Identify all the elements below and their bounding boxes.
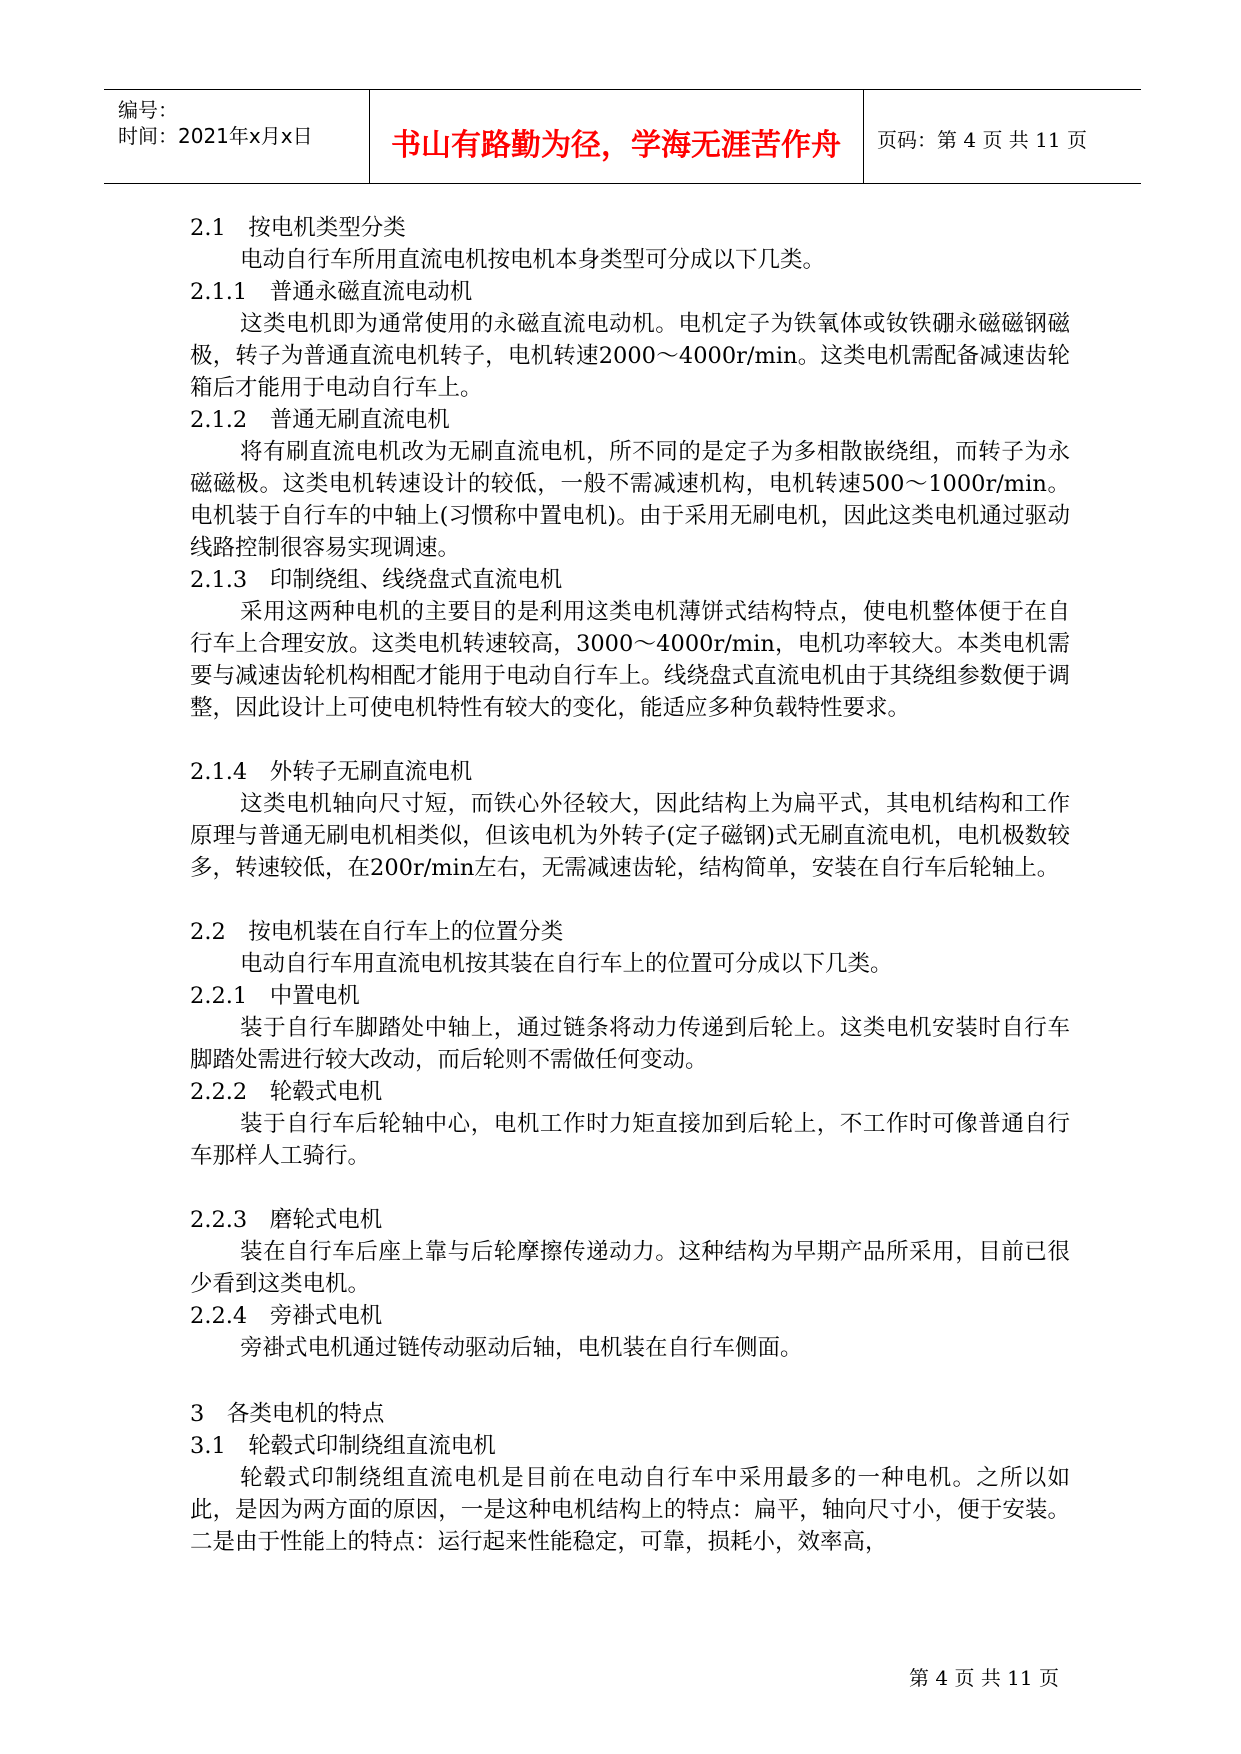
header-left-cell [104,90,370,183]
heading-2-2-4: 2.2.4 旁褂式电机 [190,1303,383,1329]
paragraph-2-1-4: 这类电机轴向尺寸短，而铁心外径较大，因此结构上为扁平式，其电机结构和工作原理与普通无刷电机相类似，但该电机为外转子(定子磁钢)式无刷直流电机，电机极数较多，转速较低，在200r/min左右，无需减速齿轮，结构简单，安装在自行车后轮轴上。 [190,791,1070,881]
heading-2-2-2: 2.2.2 轮毂式电机 [190,1079,383,1105]
document-number-label: 编号： [118,98,178,122]
paragraph-2-2-4: 旁褂式电机通过链传动驱动后轴，电机装在自行车侧面。 [240,1335,803,1361]
paragraph-2-1-3: 采用这两种电机的主要目的是利用这类电机薄饼式结构特点，使电机整体便于在自行车上合理安放。这类电机转速较高，3000～4000r/min，电机功率较大。本类电机需要与减速齿轮机构相配才能用于电动自行车上。线绕盘式直流电机由于其绕组参数便于调整，因此设计上可使电机特性有较大的变化，能适应多种负载特性要求。 [190,599,1070,721]
paragraph-2-2: 电动自行车用直流电机按其装在自行车上的位置可分成以下几类。 [240,951,893,977]
header-middle-cell [369,90,864,183]
document-time-label: 时间：2021年x月x日 [118,124,313,148]
paragraph-2-2-1: 装于自行车脚踏处中轴上，通过链条将动力传递到后轮上。这类电机安装时自行车脚踏处需进行较大改动，而后轮则不需做任何变动。 [190,1015,1070,1073]
heading-2-1: 2.1 按电机类型分类 [190,215,406,241]
page-footer: 第 4 页 共 11 页 [909,1666,1059,1690]
paragraph-3-1: 轮毂式印制绕组直流电机是目前在电动自行车中采用最多的一种电机。之所以如此，是因为两方面的原因，一是这种电机结构上的特点：扁平，轴向尺寸小，便于安装。二是由于性能上的特点：运行起来性能稳定，可靠，损耗小，效率高， [190,1465,1070,1555]
paragraph-2-1-1: 这类电机即为通常使用的永磁直流电动机。电机定子为铁氧体或钕铁硼永磁磁钢磁极，转子为普通直流电机转子，电机转速2000～4000r/min。这类电机需配备减速齿轮箱后才能用于电动自行车上。 [190,311,1070,401]
heading-2-1-3: 2.1.3 印制绕组、线绕盘式直流电机 [190,567,563,593]
header-page-label: 页码：第 4 页 共 11 页 [877,128,1087,152]
heading-2-1-1: 2.1.1 普通永磁直流电动机 [190,279,473,305]
heading-2-2-1: 2.2.1 中置电机 [190,983,360,1009]
heading-2-2: 2.2 按电机装在自行车上的位置分类 [190,919,564,945]
header-motto: 书山有路勤为径，学海无涯苦作舟 [391,128,841,163]
heading-3-1: 3.1 轮毂式印制绕组直流电机 [190,1433,496,1459]
page-header [104,89,1141,184]
heading-2-2-3: 2.2.3 磨轮式电机 [190,1207,383,1233]
paragraph-2-2-2: 装于自行车后轮轴中心，电机工作时力矩直接加到后轮上，不工作时可像普通自行车那样人工骑行。 [190,1111,1070,1169]
paragraph-2-2-3: 装在自行车后座上靠与后轮摩擦传递动力。这种结构为早期产品所采用，目前已很少看到这类电机。 [190,1239,1070,1297]
heading-2-1-2: 2.1.2 普通无刷直流电机 [190,407,450,433]
paragraph-2-1-2: 将有刷直流电机改为无刷直流电机，所不同的是定子为多相散嵌绕组，而转子为永磁磁极。这类电机转速设计的较低，一般不需减速机构，电机转速500～1000r/min。电机装于自行车的中轴上(习惯称中置电机)。由于采用无刷电机，因此这类电机通过驱动线路控制很容易实现调速。 [190,439,1070,561]
heading-2-1-4: 2.1.4 外转子无刷直流电机 [190,759,473,785]
header-right-cell [863,90,1141,183]
heading-3: 3 各类电机的特点 [190,1401,385,1427]
paragraph-2-1: 电动自行车所用直流电机按电机本身类型可分成以下几类。 [240,247,826,273]
